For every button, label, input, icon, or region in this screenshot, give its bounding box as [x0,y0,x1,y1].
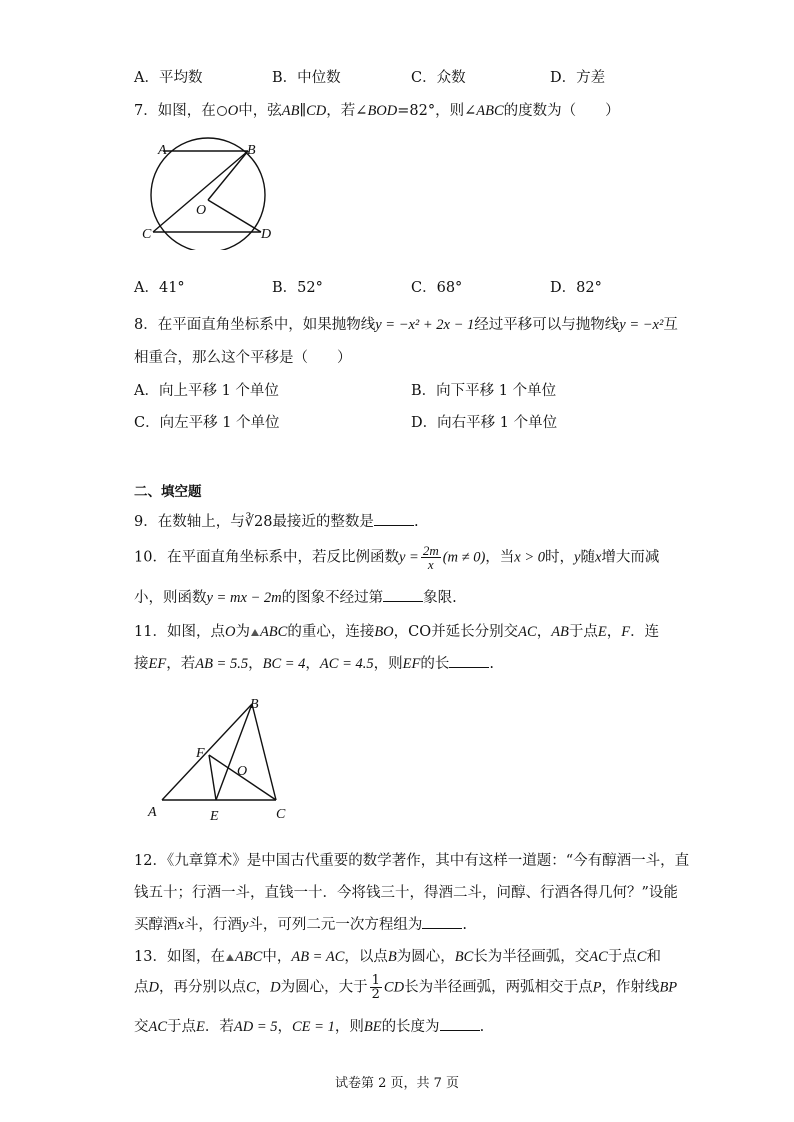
q10-eq: y = mx − 2m [206,590,282,606]
q13-half-den: 2 [371,987,380,1002]
q10-text: ，当 [485,549,515,566]
q13-text: 13．如图，在 [134,949,225,965]
q13-ac: AC [148,1019,168,1035]
q12-text: 买醇酒 [134,917,178,933]
q11-ab: AB [551,624,569,640]
q13-text: 为圆心， [396,949,455,965]
q11-text: ， [305,656,320,672]
q7-option-d: D．82° [550,280,602,296]
q11-text: 的重心，连接 [287,624,375,640]
q13-text: ，作射线 [601,979,660,996]
q13-ac: AC [589,949,608,965]
q11-ab-eq: AB = 5.5 [195,656,249,672]
q13-c: C [245,979,256,996]
q13-ad: AD = 5 [233,1019,278,1035]
q12-line2: 钱五十；行酒一斗，直钱一十．今将钱三十，得酒二斗，问醇、行酒各得几何？”设能 [134,885,678,901]
q12-text: . [462,917,467,933]
q13-text: . [479,1019,485,1035]
q7-text: ，若∠ [326,103,368,119]
q9-root: ∛28 [244,514,273,530]
q11-bc-eq: BC = 4 [262,656,306,672]
q10-fraction [421,544,441,571]
q11-label-b: B [250,697,259,712]
q13-text: 和 [646,949,661,965]
q13-answer-blank [440,1018,480,1031]
q6-option-c: C．众数 [411,70,466,86]
q10-text: 小，则函数 [134,590,207,606]
q8-option-b: B．向下平移 1 个单位 [411,383,557,399]
q7-text: 中，弦 [238,103,282,119]
section-title: 二、填空题 [134,484,202,500]
q13-text: 长为半径画弧，两弧相交于点 [404,979,593,996]
q13-bp: BP [659,979,678,996]
q13-bc: BC [454,949,474,965]
q7-label-o: O [196,203,207,218]
triangle-symbol-icon [251,629,259,636]
q7-label-d: D [261,227,272,242]
q11-text: ， [606,624,622,640]
q7-label-c: C [142,227,152,242]
q10-line1 [134,544,659,571]
q11-label-e: E [210,809,219,824]
q8-option-a: A．向上平移 1 个单位 [134,383,279,399]
q13-p: P [592,979,602,996]
q12-line3 [134,913,467,934]
q8-eq2: y = −x² [619,317,664,333]
q10-den: x [427,557,434,572]
q11-ac: AC [518,624,537,640]
q13-ab-ac: AB = AC [291,949,345,965]
q10-xcond: x > 0 [514,549,546,566]
q13-text: ，以点 [344,949,388,965]
q13-cd: CD [383,979,405,996]
q11-label-a: A [148,805,157,820]
q8-option-c: C．向左平移 1 个单位 [134,415,280,431]
q11-text: . [489,656,494,672]
q13-half-fraction [370,974,382,1001]
q9-answer-blank [374,513,414,526]
q12-answer-blank [422,916,462,929]
q10-text: 增大而减 [601,549,660,566]
q10-answer-blank [383,589,423,602]
q9-text: 9．在数轴上，与 [134,514,245,530]
q11-answer-blank [449,655,489,668]
q11-text: 于点 [568,624,598,640]
q13-ce: CE = 1 [292,1019,335,1035]
q11-text: 的长 [420,656,450,672]
q11-triangle-figure [140,690,310,825]
q11-text: ，CO并延长分别交 [393,624,519,640]
q13-text: 点 [134,979,149,996]
q6-option-b: B．中位数 [272,70,341,86]
q11-text: 为 [235,624,250,640]
q11-line1 [134,620,659,641]
q13-text: ，再分别以点 [158,979,246,996]
q10-text: 的图象不经过第 [281,590,384,606]
q13-text: ， [277,1019,293,1035]
q12-text: 斗，行酒 [183,917,242,933]
q7-text: =82°，则∠ [397,103,477,119]
q13-c: C [636,949,647,965]
q12-text: 斗，可列二元一次方程组为 [248,917,423,933]
q13-be: BE [363,1019,382,1035]
q7-label-b: B [247,143,256,158]
q13-line3 [134,1015,484,1036]
q7-text: 的度数为（ ） [503,103,620,119]
q10-cond: (m ≠ 0) [442,549,486,566]
q8-line2: 相重合，那么这个平移是（ ） [134,350,352,366]
q11-label-f: F [196,746,205,761]
q11-text: ，若 [166,656,196,672]
q8-text: 互 [663,317,678,333]
q11-line2 [134,652,494,673]
q9-text: 最接近的整数是 [272,514,374,530]
q13-text: 于点 [607,949,637,965]
q13-text: 长为半径画弧，交 [473,949,590,965]
q7-label-a: A [158,143,167,158]
q11-text: ， [248,656,263,672]
q11-text: 11．如图，点 [134,624,225,640]
q7-option-b: B．52° [272,280,323,296]
q7-question [134,99,620,120]
q7-cd: CD [306,103,327,119]
q7-option-c: C．68° [411,280,463,296]
q8-line1 [134,313,678,334]
q11-text: 接 [134,656,149,672]
q10-y-eq: y = [398,549,419,566]
q13-line2 [134,974,677,1001]
q10-y: y [574,549,581,566]
q13-text: ．若 [204,1019,234,1035]
q11-abc: ABC [259,624,288,640]
q7-text: 7．如图，在 [134,103,216,119]
q11-e: E [597,624,607,640]
q9-text: . [413,514,419,530]
q6-option-d: D．方差 [550,70,606,86]
q13-text: 为圆心，大于 [280,979,368,996]
q13-e: E [196,1019,205,1035]
q8-eq1: y = −x² + 2x − 1 [375,317,475,333]
q11-label-o: O [237,764,248,779]
q7-option-a: A．41° [134,280,185,296]
q13-line1 [134,945,661,966]
q8-text: 经过平移可以与抛物线 [474,317,620,333]
page-footer: 试卷第 2 页，共 7 页 [334,1076,460,1091]
q11-ef: EF [402,656,421,672]
triangle-symbol-icon [226,954,234,961]
q8-option-d: D．向右平移 1 个单位 [411,415,558,431]
q13-text: ，则 [334,1019,364,1035]
q6-option-a: A．平均数 [134,70,203,86]
q10-text: 随 [580,549,595,566]
q13-abc: ABC [234,949,263,965]
q12-x: x [177,917,184,933]
q7-ab: AB [281,103,300,119]
q13-text: 交 [134,1019,149,1035]
q7-bod: BOD [367,103,398,119]
q11-ef: EF [148,656,167,672]
q13-text: 中， [262,949,292,965]
q13-text: 的长度为 [381,1019,440,1035]
q10-x: x [594,549,602,566]
q9-question [134,510,419,531]
q8-text: 8．在平面直角坐标系中，如果抛物线 [134,317,376,333]
q11-ac-eq: AC = 4.5 [319,656,374,672]
q11-bo: BO [374,624,394,640]
q10-text: 象限. [423,590,457,606]
q11-text: ， [536,624,552,640]
q10-text: 10．在平面直角坐标系中，若反比例函数 [134,549,399,566]
q10-num: 2m [422,543,439,558]
q13-d: D [270,979,281,996]
q13-text: ， [255,979,271,996]
q10-line2 [134,586,457,607]
q11-label-c: C [276,807,286,822]
q13-d: D [148,979,159,996]
q13-text: 于点 [167,1019,197,1035]
q12-line1: 12．《九章算术》是中国古代重要的数学著作，其中有这样一道题：“今有醇酒一斗，直 [134,853,690,869]
q7-circle-label: O [227,103,239,119]
q7-abc: ABC [476,103,504,119]
q7-circle-figure [130,135,290,250]
q11-text: ，则 [373,656,403,672]
q13-half-num: 1 [371,973,380,988]
q12-y: y [241,917,249,933]
q7-parallel: ∥ [299,103,307,119]
q11-o: O [224,624,236,640]
q11-text: ．连 [630,624,660,640]
circle-symbol-icon [217,106,227,116]
q11-f: F [621,624,631,640]
q13-b: B [387,949,397,965]
q10-text: 时， [545,549,575,566]
